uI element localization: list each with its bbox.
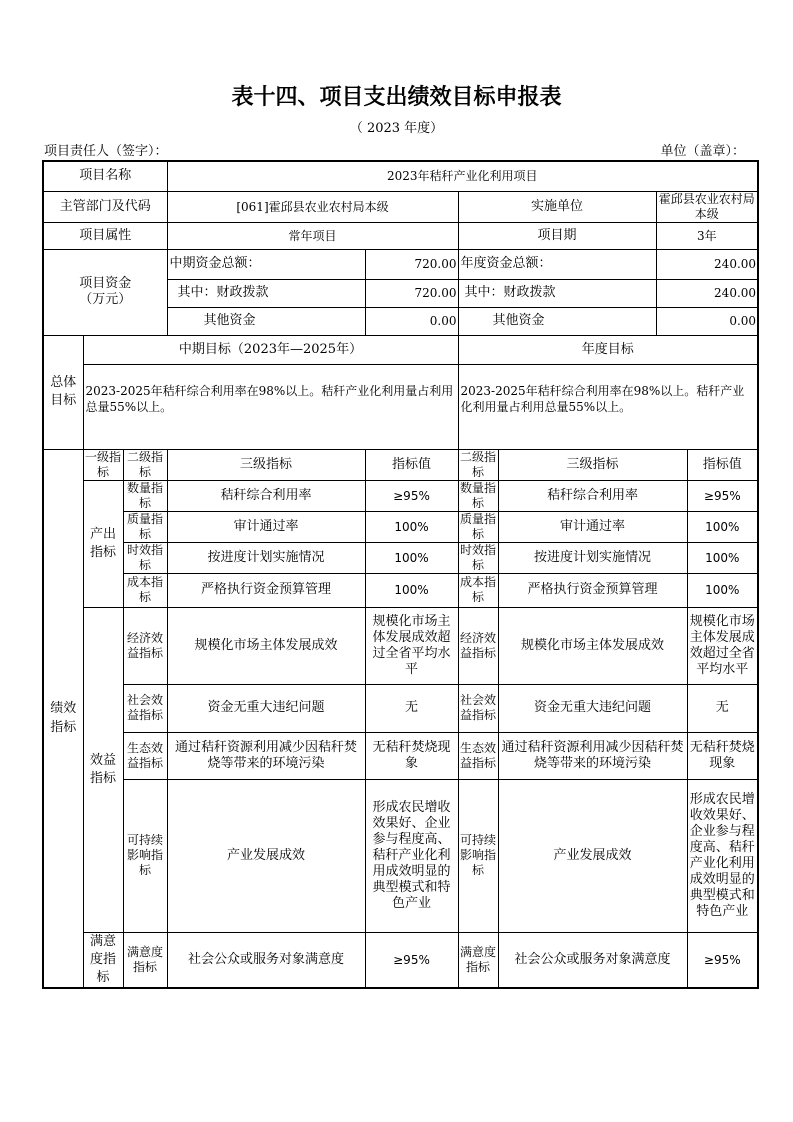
year-level2-indicator: 数量指标 [459,480,496,510]
year-level3-indicator: 社会公众或服务对象满意度 [498,932,687,988]
year-level3-indicator: 资金无重大违纪问题 [498,684,687,732]
year-goal-header: 年度目标 [458,335,758,364]
project-funds-label: 项目资金 （万元） [43,249,167,335]
implementing-unit-value: 霍邱县农业农村局本级 [656,191,758,222]
indicator-row [43,684,758,732]
level2-indicator: 经济效益指标 [123,607,167,684]
mid-goal-header: 中期目标（2023年—2025年） [83,335,458,364]
mid-total-label: 中期资金总额： [167,249,365,279]
mid-total-value: 720.00 [365,249,458,279]
level2-indicator: 质量指标 [123,511,167,542]
level2-indicator: 满意度指标 [123,932,167,988]
year-level3-indicator: 严格执行资金预算管理 [498,573,687,607]
indicator-value: 无秸秆焚烧现象 [365,732,458,779]
year-level2-indicator: 时效指标 [459,542,496,572]
level2-indicator: 生态效益指标 [123,732,167,779]
year-level2-indicator: 质量指标 [459,511,496,541]
level3-header: 三级指标 [167,449,365,480]
indicator-value: 100% [365,573,458,607]
year-total-label: 年度资金总额： [458,249,656,279]
page-title: 表十四、项目支出绩效目标申报表 [231,85,562,110]
year-level2-indicator: 生态效益指标 [458,732,498,779]
department-label: 主管部门及代码 [43,191,167,222]
mid-other-label: 其他资金 [167,307,365,335]
indicator-row [43,779,758,932]
level3-indicator: 资金无重大违纪问题 [167,684,365,732]
year-fiscal-label: 其中：财政拨款 [458,279,656,307]
value-header: 指标值 [365,449,458,480]
mid-fiscal-label: 其中：财政拨款 [167,279,365,307]
indicator-value: ≥95% [365,480,458,511]
indicator-row [43,932,758,988]
level1-header: 一级指标 [84,449,121,479]
year-level2-indicator: 满意度指标 [458,932,498,988]
year-level3-indicator: 按进度计划实施情况 [498,542,687,573]
level3-indicator: 产业发展成效 [167,779,365,932]
level1-indicator: 产出指标 [83,480,123,607]
indicator-value: 规模化市场主体发展成效超过全省平均水平 [365,607,458,684]
year-level3-indicator: 规模化市场主体发展成效 [498,607,687,684]
level2-indicator: 时效指标 [123,542,167,573]
year-indicator-value: 100% [687,542,758,573]
year-other-label: 其他资金 [458,307,656,335]
year-other-value: 0.00 [656,307,758,335]
performance-indicators-label: 绩效指标 [43,449,83,988]
level2-header: 二级指标 [123,449,167,480]
year-level2-indicator: 可持续影响指标 [458,779,498,932]
mid-fiscal-value: 720.00 [365,279,458,307]
indicator-row [43,511,758,542]
year-level2-header: 二级指标 [459,449,496,479]
level3-indicator: 规模化市场主体发展成效 [167,607,365,684]
unit-seal-label: 单位（盖章）： [660,144,745,159]
indicator-value: 形成农民增收效果好、企业参与程度高、秸秆产业化利用成效明显的典型模式和特色产业 [365,779,458,932]
year-level3-indicator: 审计通过率 [498,511,687,542]
year-level2-indicator: 经济效益指标 [458,607,498,684]
year-value-header: 指标值 [687,449,758,480]
year-indicator-value: 无 [687,684,758,732]
level1-indicator: 满意度指标 [83,932,123,988]
year-indicator-value: ≥95% [687,480,758,511]
year-indicator-value: 100% [687,511,758,542]
level3-indicator: 严格执行资金预算管理 [167,573,365,607]
level2-indicator: 可持续影响指标 [123,779,167,932]
indicator-value: 无 [365,684,458,732]
project-attribute-label: 项目属性 [43,222,167,249]
level2-indicator: 成本指标 [123,573,167,607]
department-value: [061]霍邱县农业农村局本级 [167,191,458,222]
project-name-value: 2023年秸秆产业化利用项目 [167,161,758,191]
year-level3-indicator: 秸秆综合利用率 [498,480,687,511]
level3-indicator: 通过秸秆资源利用减少因秸秆焚烧等带来的环境污染 [167,732,365,779]
level2-indicator: 社会效益指标 [123,684,167,732]
project-period-value: 3年 [656,222,758,249]
level3-indicator: 社会公众或服务对象满意度 [167,932,365,988]
year-indicator-value: ≥95% [687,932,758,988]
year-total-value: 240.00 [656,249,758,279]
year-indicator-value: 规模化市场主体发展成效超过全省平均水平 [687,607,758,684]
project-attribute-value: 常年项目 [167,222,458,249]
implementing-unit-label: 实施单位 [458,191,656,222]
performance-target-table [42,160,759,989]
indicator-value: 100% [365,511,458,542]
year-indicator-value: 100% [687,573,758,607]
indicator-row [43,542,758,573]
year-level3-indicator: 产业发展成效 [498,779,687,932]
indicator-value: 100% [365,542,458,573]
indicator-row [43,732,758,779]
year-level3-header: 三级指标 [498,449,687,480]
level3-indicator: 秸秆综合利用率 [167,480,365,511]
year-goal-text: 2023-2025年秸秆综合利用率在98%以上。秸秆产业化利用量占利用总量55%以上。 [458,364,758,449]
overall-goal-label: 总体目标 [43,335,83,449]
year-level2-indicator: 成本指标 [458,573,498,607]
project-name-label: 项目名称 [43,161,167,191]
indicator-value: ≥95% [365,932,458,988]
indicator-row [43,573,758,607]
level3-indicator: 按进度计划实施情况 [167,542,365,573]
year-level3-indicator: 通过秸秆资源利用减少因秸秆焚烧等带来的环境污染 [498,732,687,779]
mid-other-value: 0.00 [365,307,458,335]
level1-indicator: 效益指标 [83,607,123,932]
indicator-row [43,607,758,684]
mid-goal-text: 2023-2025年秸秆综合利用率在98%以上。秸秆产业化利用量占利用总量55%以上。 [83,364,458,449]
report-year: （ 2023 年度） [349,121,444,136]
year-indicator-value: 无秸秆焚烧现象 [687,732,758,779]
year-level2-indicator: 社会效益指标 [458,684,498,732]
level2-indicator: 数量指标 [123,480,167,511]
level3-indicator: 审计通过率 [167,511,365,542]
indicator-row [43,480,758,511]
year-indicator-value: 形成农民增收效果好、企业参与程度高、秸秆产业化利用成效明显的典型模式和特色产业 [687,779,758,932]
year-fiscal-value: 240.00 [656,279,758,307]
project-period-label: 项目期 [458,222,656,249]
responsible-signature-label: 项目责任人（签字）： [44,144,168,159]
